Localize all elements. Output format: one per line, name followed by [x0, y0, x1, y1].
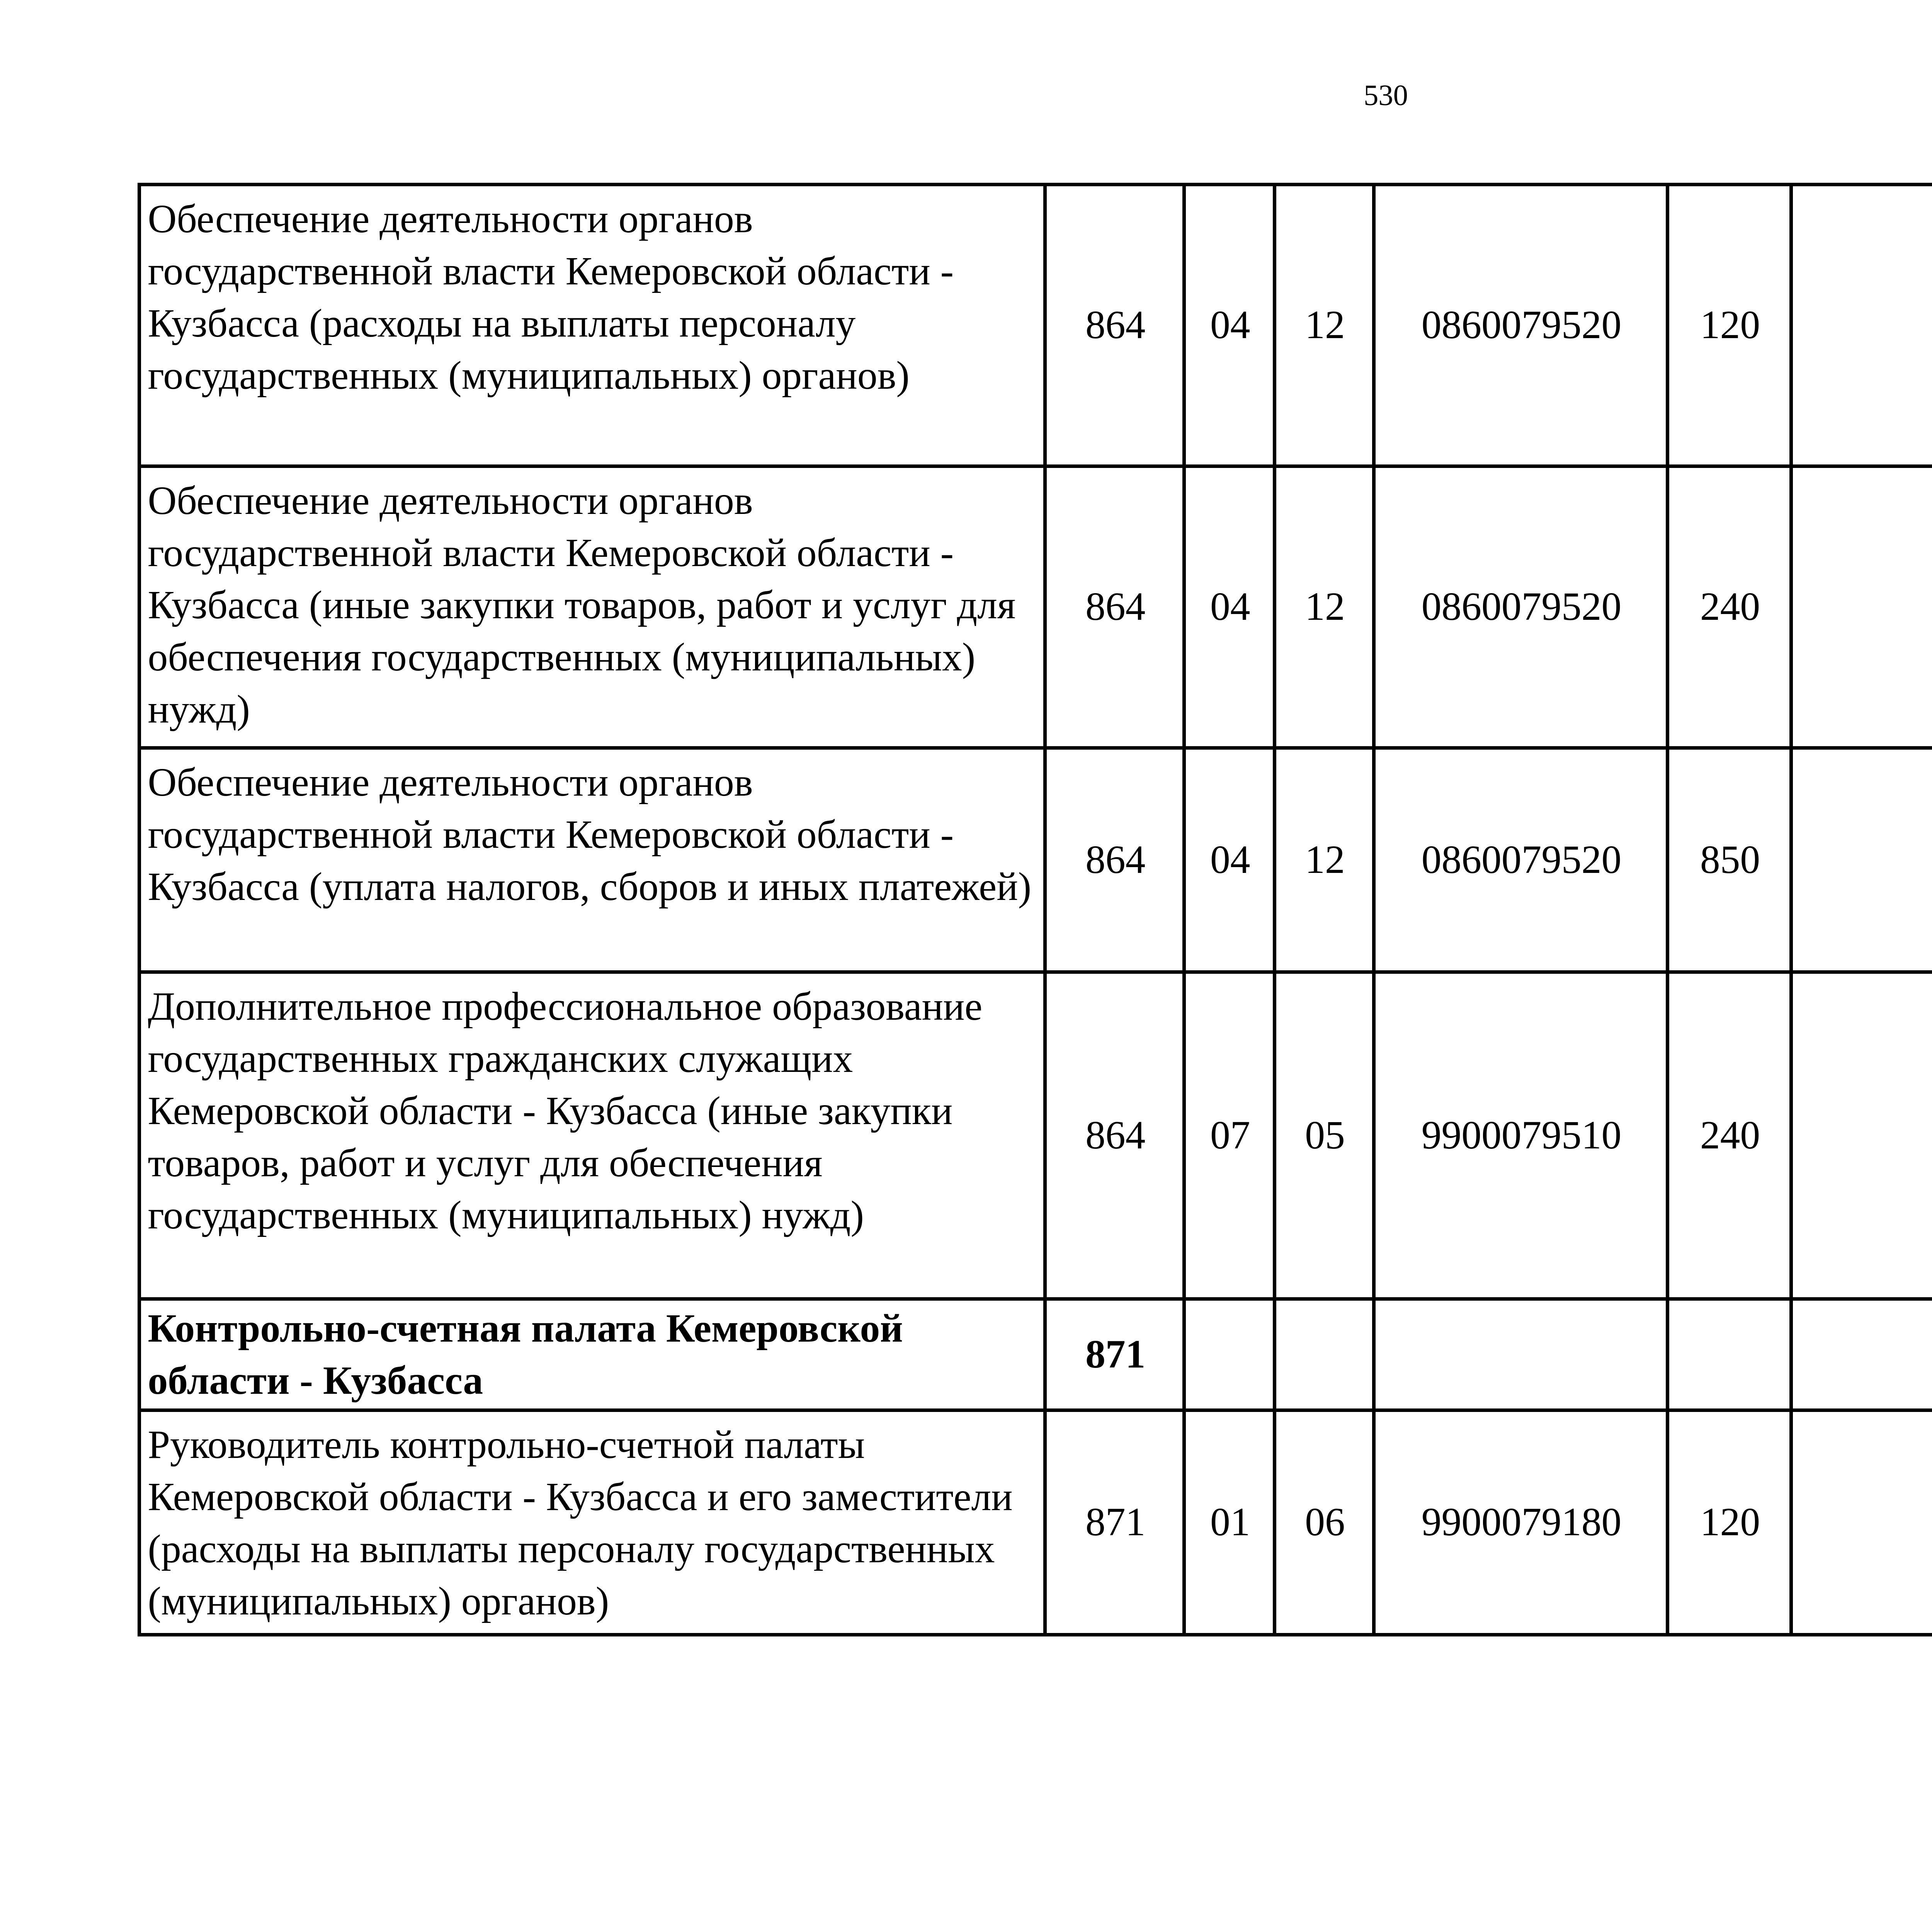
table-row: [139, 1410, 1932, 1635]
target-article-code: [1374, 1299, 1668, 1410]
section-code: 04: [1184, 466, 1275, 748]
subsection-code: 05: [1275, 972, 1374, 1299]
budget-table: [138, 183, 1932, 1636]
ministry-code: 864: [1045, 748, 1184, 972]
amount-year-1: [1791, 1299, 1932, 1410]
expense-type-code: 850: [1668, 748, 1791, 972]
target-article-code: 9900079180: [1374, 1410, 1668, 1635]
table-row: [139, 184, 1932, 466]
amount-year-1: [1791, 748, 1932, 972]
target-article-code: 0860079520: [1374, 184, 1668, 466]
row-description: Руководитель контрольно-счетной палаты Кемеровской области - Кузбасса и его заместители (расходы на выплаты персоналу государственных (муниципальных) органов): [139, 1410, 1045, 1635]
ministry-code: 864: [1045, 184, 1184, 466]
expense-type-code: [1668, 1299, 1791, 1410]
amount-year-1: [1791, 184, 1932, 466]
amount-year-1: [1791, 972, 1932, 1299]
expense-type-code: 120: [1668, 1410, 1791, 1635]
ministry-code: 864: [1045, 466, 1184, 748]
table-row: [139, 972, 1932, 1299]
amount-year-1: [1791, 466, 1932, 748]
expense-type-code: 240: [1668, 466, 1791, 748]
section-code: 01: [1184, 1410, 1275, 1635]
subsection-code: [1275, 1299, 1374, 1410]
target-article-code: 0860079520: [1374, 748, 1668, 972]
section-code: 04: [1184, 184, 1275, 466]
subsection-code: 12: [1275, 184, 1374, 466]
row-description: Контрольно-счетная палата Кемеровской области - Кузбасса: [139, 1299, 1045, 1410]
table-row: [139, 466, 1932, 748]
target-article-code: 9900079510: [1374, 972, 1668, 1299]
table-row: [139, 748, 1932, 972]
table-row: [139, 1299, 1932, 1410]
page-number: 530: [1364, 78, 1408, 112]
subsection-code: 06: [1275, 1410, 1374, 1635]
section-code: [1184, 1299, 1275, 1410]
ministry-code: 871: [1045, 1410, 1184, 1635]
target-article-code: 0860079520: [1374, 466, 1668, 748]
subsection-code: 12: [1275, 748, 1374, 972]
ministry-code: 871: [1045, 1299, 1184, 1410]
section-code: 04: [1184, 748, 1275, 972]
row-description: Обеспечение деятельности органов государственной власти Кемеровской области - Кузбасса (расходы на выплаты персоналу государственных (муниципальных) органов): [139, 184, 1045, 466]
expense-type-code: 120: [1668, 184, 1791, 466]
ministry-code: 864: [1045, 972, 1184, 1299]
subsection-code: 12: [1275, 466, 1374, 748]
expense-type-code: 240: [1668, 972, 1791, 1299]
row-description: Обеспечение деятельности органов государственной власти Кемеровской области - Кузбасса (уплата налогов, сборов и иных платежей): [139, 748, 1045, 972]
amount-year-1: [1791, 1410, 1932, 1635]
row-description: Дополнительное профессиональное образование государственных гражданских служащих Кемеровской области - Кузбасса (иные закупки товаров, работ и услуг для обеспечения государственных (муниципальных) нужд): [139, 972, 1045, 1299]
row-description: Обеспечение деятельности органов государственной власти Кемеровской области - Кузбасса (иные закупки товаров, работ и услуг для обеспечения государственных (муниципальных) нужд): [139, 466, 1045, 748]
section-code: 07: [1184, 972, 1275, 1299]
